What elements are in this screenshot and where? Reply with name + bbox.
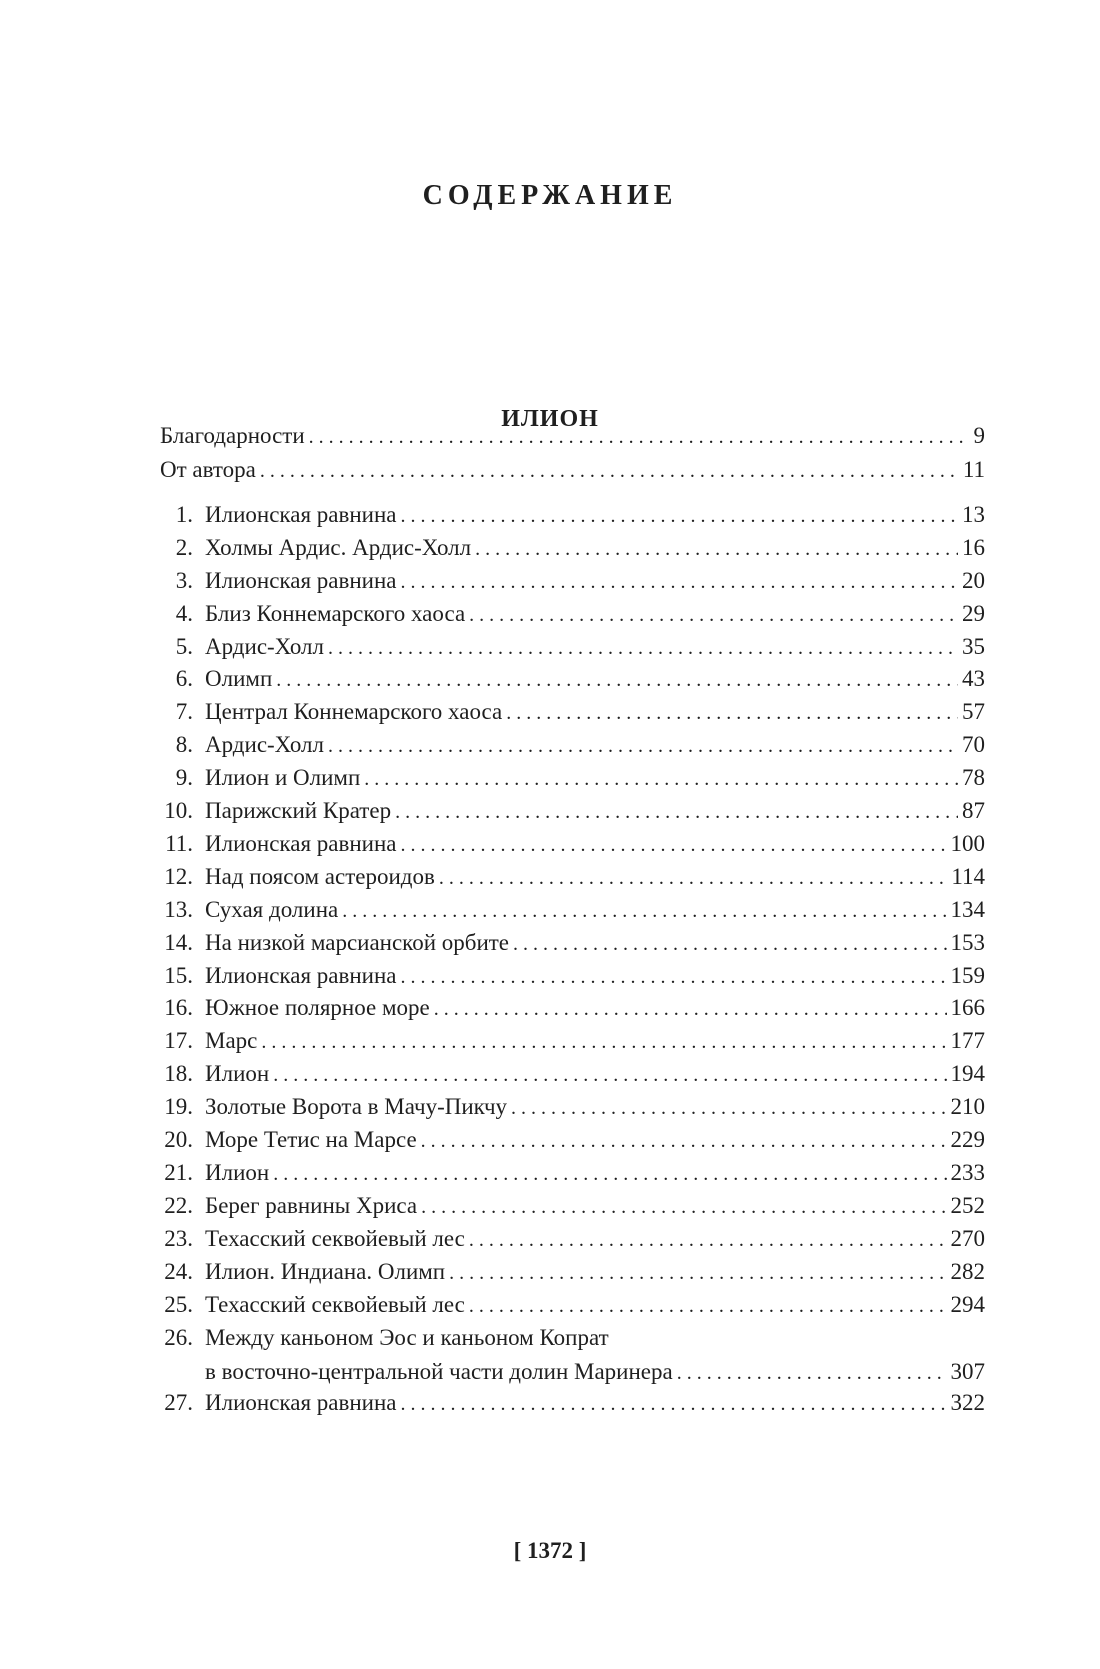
- toc-chapter-entry[interactable]: [160, 794, 985, 828]
- dot-leader: [400, 499, 958, 533]
- toc-chapter-entry[interactable]: [160, 564, 985, 598]
- toc-entry-page: 307: [950, 1359, 985, 1384]
- toc-chapter-entry[interactable]: [160, 1288, 985, 1322]
- toc-entry-title: Ардис-Холл: [205, 634, 324, 659]
- toc-entry-title: Сухая долина: [205, 897, 339, 922]
- chapter-number: 11.: [165, 831, 193, 856]
- toc-chapter-entry[interactable]: [160, 1090, 985, 1124]
- toc-entry-title: Берег равнины Хриса: [205, 1193, 418, 1218]
- toc-entry-title: Илионская равнина: [205, 502, 397, 527]
- chapter-number: 1.: [175, 502, 193, 527]
- toc-entry-page: 233: [950, 1160, 985, 1185]
- toc-chapter-entry[interactable]: [160, 1321, 985, 1389]
- toc-entry-title: в восточно-центральной части долин Маринера: [205, 1359, 673, 1384]
- toc-chapter-entry[interactable]: [160, 1222, 985, 1256]
- toc-entry-title: Море Тетис на Марсе: [205, 1127, 417, 1152]
- toc-entry-line: [205, 1156, 985, 1190]
- toc-entry-page: 57: [962, 699, 985, 724]
- toc-entry-page: 11: [962, 457, 985, 482]
- toc-entry-page: 166: [950, 995, 985, 1020]
- toc-chapter-entry[interactable]: [160, 926, 985, 960]
- toc-chapter-entry[interactable]: [160, 1057, 985, 1091]
- dot-leader: [328, 631, 958, 665]
- chapter-number: 26.: [164, 1325, 193, 1350]
- toc-entry-title: От автора: [160, 457, 256, 482]
- chapter-number: 10.: [164, 798, 193, 823]
- toc-entry-page: 9: [973, 423, 985, 448]
- toc-entry-title: Илион. Индиана. Олимп: [205, 1259, 446, 1284]
- toc-entry-title: Близ Коннемарского хаоса: [205, 601, 466, 626]
- dot-leader: [469, 1289, 947, 1323]
- toc-chapter-entry[interactable]: [160, 498, 985, 532]
- toc-entry-page: 20: [962, 568, 985, 593]
- chapter-number: 25.: [164, 1292, 193, 1317]
- toc-entry-line: [205, 860, 985, 894]
- toc-entry-page: 153: [950, 930, 985, 955]
- toc-entry-page: 270: [950, 1226, 985, 1251]
- toc-entry-title: На низкой марсианской орбите: [205, 930, 510, 955]
- toc-entry-title: Централ Коннемарского хаоса: [205, 699, 503, 724]
- toc-entry-page: 13: [962, 502, 985, 527]
- chapter-number: 18.: [164, 1061, 193, 1086]
- dot-leader: [328, 729, 958, 763]
- toc-entry-page: 87: [962, 798, 985, 823]
- chapter-number: 7.: [175, 699, 193, 724]
- chapter-number: 8.: [175, 732, 193, 757]
- toc-entry-title: Илион: [205, 1160, 270, 1185]
- toc-entry-line: [205, 695, 985, 729]
- toc-entry-title: Олимп: [205, 666, 273, 691]
- chapter-number: 24.: [164, 1259, 193, 1284]
- chapter-number: 13.: [164, 897, 193, 922]
- part-title: ИЛИОН: [501, 406, 599, 432]
- chapter-number: 3.: [175, 568, 193, 593]
- chapter-number: 6.: [175, 666, 193, 691]
- dot-leader: [260, 454, 959, 488]
- dot-leader: [342, 894, 946, 928]
- dot-leader: [273, 1058, 946, 1092]
- toc-chapter-entry[interactable]: [160, 827, 985, 861]
- toc-entry-page: 210: [950, 1094, 985, 1119]
- toc-entry-line: [205, 1189, 985, 1223]
- chapter-number: 9.: [175, 765, 193, 790]
- toc-entry-title: Между каньоном Эос и каньоном Копрат: [205, 1325, 609, 1350]
- chapter-number: 22.: [164, 1193, 193, 1218]
- toc-entry-page: 294: [950, 1292, 985, 1317]
- dot-leader: [261, 1025, 946, 1059]
- toc-entry-title: Техасский секвойевый лес: [205, 1292, 465, 1317]
- toc-entry-line: [205, 761, 985, 795]
- toc-entry-line: [205, 1123, 985, 1157]
- dot-leader: [677, 1356, 947, 1390]
- dot-leader: [469, 1223, 947, 1257]
- dot-leader: [513, 927, 946, 961]
- toc-entry-line: [205, 597, 985, 631]
- toc-entry-title: Техасский секвойевый лес: [205, 1226, 465, 1251]
- dot-leader: [449, 1256, 946, 1290]
- toc-entry-line: [205, 1355, 985, 1389]
- dot-leader: [364, 762, 958, 796]
- toc-entry-page: 322: [950, 1390, 985, 1415]
- toc-entry-title: Ардис-Холл: [205, 732, 324, 757]
- toc-front-entry[interactable]: [160, 453, 985, 487]
- toc-entry-line: [205, 1090, 985, 1124]
- toc-entry-line: [205, 728, 985, 762]
- toc-front-entry[interactable]: [160, 419, 985, 453]
- toc-entry-page: 252: [950, 1193, 985, 1218]
- page-number: [ 1372 ]: [513, 1538, 587, 1563]
- dot-leader: [309, 420, 970, 454]
- toc-entry-line: [205, 1057, 985, 1091]
- chapter-number: 20.: [164, 1127, 193, 1152]
- toc-entry-title: Благодарности: [160, 423, 305, 448]
- dot-leader: [439, 861, 948, 895]
- dot-leader: [276, 663, 958, 697]
- toc-entry-line: [205, 991, 985, 1025]
- dot-leader: [400, 1387, 946, 1421]
- toc-chapter-entry[interactable]: [160, 860, 985, 894]
- toc-entry-line: [205, 893, 985, 927]
- dot-leader: [400, 565, 958, 599]
- toc-entry-title: Илион и Олимп: [205, 765, 361, 790]
- toc-chapter-entry[interactable]: [160, 761, 985, 795]
- toc-chapter-entry[interactable]: [160, 1123, 985, 1157]
- chapter-number: 16.: [164, 995, 193, 1020]
- toc-entry-title: Илионская равнина: [205, 963, 397, 988]
- chapter-number: 23.: [164, 1226, 193, 1251]
- dot-leader: [506, 696, 958, 730]
- dot-leader: [421, 1124, 947, 1158]
- dot-leader: [469, 598, 958, 632]
- dot-leader: [475, 532, 958, 566]
- toc-entry-line: [205, 1288, 985, 1322]
- dot-leader: [421, 1190, 946, 1224]
- toc-entry-line: [205, 1222, 985, 1256]
- toc-entry-page: 134: [950, 897, 985, 922]
- dot-leader: [273, 1157, 946, 1191]
- toc-entry-page: 159: [950, 963, 985, 988]
- toc-entry-line: [205, 564, 985, 598]
- chapter-number: 27.: [164, 1390, 193, 1415]
- toc-entry-line: [205, 1386, 985, 1420]
- toc-chapter-entry[interactable]: [160, 695, 985, 729]
- chapter-number: 15.: [164, 963, 193, 988]
- toc-entry-page: 70: [962, 732, 985, 757]
- toc-chapter-entry[interactable]: [160, 959, 985, 993]
- chapter-number: 14.: [164, 930, 193, 955]
- chapter-number: 17.: [164, 1028, 193, 1053]
- chapter-number: 4.: [175, 601, 193, 626]
- page-title: СОДЕРЖАНИЕ: [422, 180, 678, 211]
- toc-entry-page: 35: [962, 634, 985, 659]
- toc-entry-page: 282: [950, 1259, 985, 1284]
- dot-leader: [400, 828, 946, 862]
- toc-chapter-entry[interactable]: [160, 1386, 985, 1420]
- toc-entry-page: 229: [950, 1127, 985, 1152]
- toc-entry-page: 177: [950, 1028, 985, 1053]
- toc-chapter-entry[interactable]: [160, 893, 985, 927]
- toc-entry-page: 16: [962, 535, 985, 560]
- toc-chapter-entry[interactable]: [160, 1255, 985, 1289]
- toc-entry-line: [205, 827, 985, 861]
- toc-entry-line: [205, 926, 985, 960]
- toc-entry-page: 43: [962, 666, 985, 691]
- chapter-number: 5.: [175, 634, 193, 659]
- chapter-number: 21.: [164, 1160, 193, 1185]
- toc-entry-line: [160, 453, 985, 487]
- toc-entry-title: Илионская равнина: [205, 831, 397, 856]
- toc-entry-title: Илионская равнина: [205, 1390, 397, 1415]
- toc-entry-title: Южное полярное море: [205, 995, 430, 1020]
- toc-chapter-entry[interactable]: [160, 728, 985, 762]
- toc-entry-title: Марс: [205, 1028, 258, 1053]
- toc-entry-line: [205, 1024, 985, 1058]
- toc-entry-title: Холмы Ардис. Ардис-Холл: [205, 535, 472, 560]
- toc-chapter-entry[interactable]: [160, 630, 985, 664]
- dot-leader: [395, 795, 958, 829]
- toc-chapter-entry[interactable]: [160, 1156, 985, 1190]
- toc-entry-title: Илион: [205, 1061, 270, 1086]
- toc-chapter-entry[interactable]: [160, 1189, 985, 1223]
- chapter-number: 12.: [164, 864, 193, 889]
- toc-entry-title: Илионская равнина: [205, 568, 397, 593]
- toc-chapter-entry[interactable]: [160, 991, 985, 1025]
- dot-leader: [400, 960, 946, 994]
- toc-entry-line: [205, 662, 985, 696]
- toc-entry-line: [205, 959, 985, 993]
- toc-entry-page: 29: [962, 601, 985, 626]
- toc-chapter-entry[interactable]: [160, 531, 985, 565]
- toc-chapter-entry[interactable]: [160, 662, 985, 696]
- toc-entry-title: Золотые Ворота в Мачу-Пикчу: [205, 1094, 508, 1119]
- toc-entry-page: 100: [950, 831, 985, 856]
- toc-entry-line: [160, 419, 985, 453]
- toc-entry-page: 78: [962, 765, 985, 790]
- chapter-number: 2.: [175, 535, 193, 560]
- toc-entry-line: [205, 1255, 985, 1289]
- dot-leader: [434, 992, 947, 1026]
- chapter-number: 19.: [164, 1094, 193, 1119]
- toc-entry-page: 194: [950, 1061, 985, 1086]
- toc-entry-page: 114: [951, 864, 985, 889]
- toc-entry-title: Парижский Кратер: [205, 798, 392, 823]
- toc-entry-title: Над поясом астероидов: [205, 864, 435, 889]
- toc-entry-line: [205, 531, 985, 565]
- toc-chapter-entry[interactable]: [160, 1024, 985, 1058]
- toc-chapter-entry[interactable]: [160, 597, 985, 631]
- dot-leader: [511, 1091, 946, 1125]
- toc-entry-line: [205, 498, 985, 532]
- toc-entry-line: [205, 630, 985, 664]
- toc-entry-line: [205, 794, 985, 828]
